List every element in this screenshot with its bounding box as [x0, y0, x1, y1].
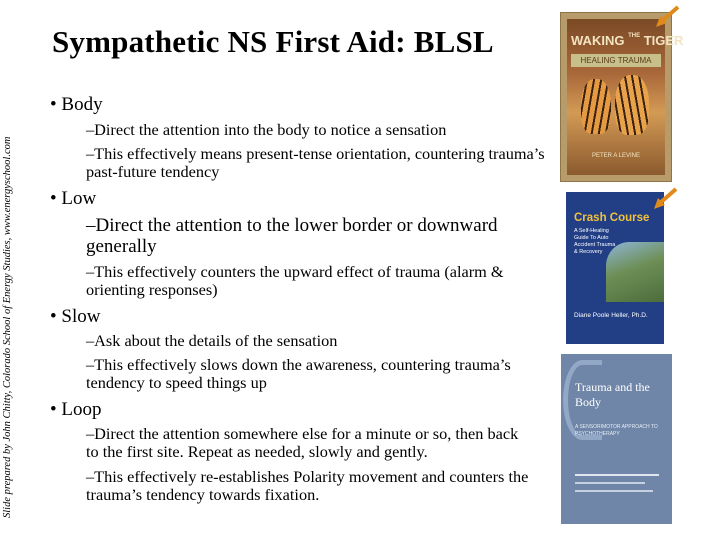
loop-item-1: –Direct the attention somewhere else for a minute or so, then back to the first site. Repeat as needed, slowly and gently.: [86, 424, 519, 461]
book-cover-waking-the-tiger: [560, 12, 684, 182]
bullet-loop: • Loop: [50, 399, 102, 420]
low-item-2: –This effectively counters the upward effect of trauma (alarm & orienting responses): [86, 262, 504, 299]
book-cover-trauma-and-the-body: [561, 354, 672, 524]
book2-author: Diane Poole Heller, Ph.D.: [574, 312, 648, 319]
loop-item-2: –This effectively re-establishes Polarity movement and counters the trauma’s tendency towards fixation.: [86, 467, 529, 504]
body-item-2: –This effectively means present-tense orientation, countering trauma’s past-future tendency: [86, 144, 545, 181]
book2-title: Crash Course: [574, 212, 650, 224]
book1-title-waking: WAKING: [571, 33, 625, 48]
tiger-cub-image: [581, 79, 611, 134]
book1-title-tiger: TIGER: [643, 33, 684, 48]
arrow-icon: [652, 4, 682, 30]
book3-subtitle: A SENSORIMOTOR APPROACH TO PSYCHOTHERAPY: [575, 424, 658, 437]
book1-title-the: THE: [628, 33, 641, 39]
book-cover-crash-course: [566, 192, 664, 344]
divider: [575, 474, 659, 476]
landscape-image: [606, 242, 664, 302]
body-item-1: –Direct the attention into the body to notice a sensation: [86, 120, 447, 139]
divider: [575, 482, 645, 484]
slide-title: Sympathetic NS First Aid: BLSL: [52, 24, 494, 59]
book3-title: Trauma and the Body: [575, 380, 650, 409]
tiger-cub-image: [615, 75, 649, 135]
slow-item-1: –Ask about the details of the sensation: [86, 331, 338, 350]
divider: [575, 490, 653, 492]
bullet-slow: • Slow: [50, 306, 101, 327]
low-item-1: –Direct the attention to the lower border or downward generally: [86, 215, 498, 257]
slow-item-2: –This effectively slows down the awareness, countering trauma’s tendency to speed things up: [86, 355, 511, 392]
book1-author: PETER A LEVINE: [591, 153, 641, 159]
side-note: Slide prepared by John Chitty, Colorado School of Energy Studies, www.energyschool.com: [2, 136, 13, 518]
bullet-low: • Low: [50, 188, 97, 209]
arrow-icon: [650, 186, 680, 212]
book2-subtitle: A Self-Healing Guide To Auto Accident Trauma & Recovery: [574, 228, 616, 255]
bullet-body: • Body: [50, 94, 103, 115]
book1-subtitle: HEALING TRAUMA: [571, 54, 661, 67]
